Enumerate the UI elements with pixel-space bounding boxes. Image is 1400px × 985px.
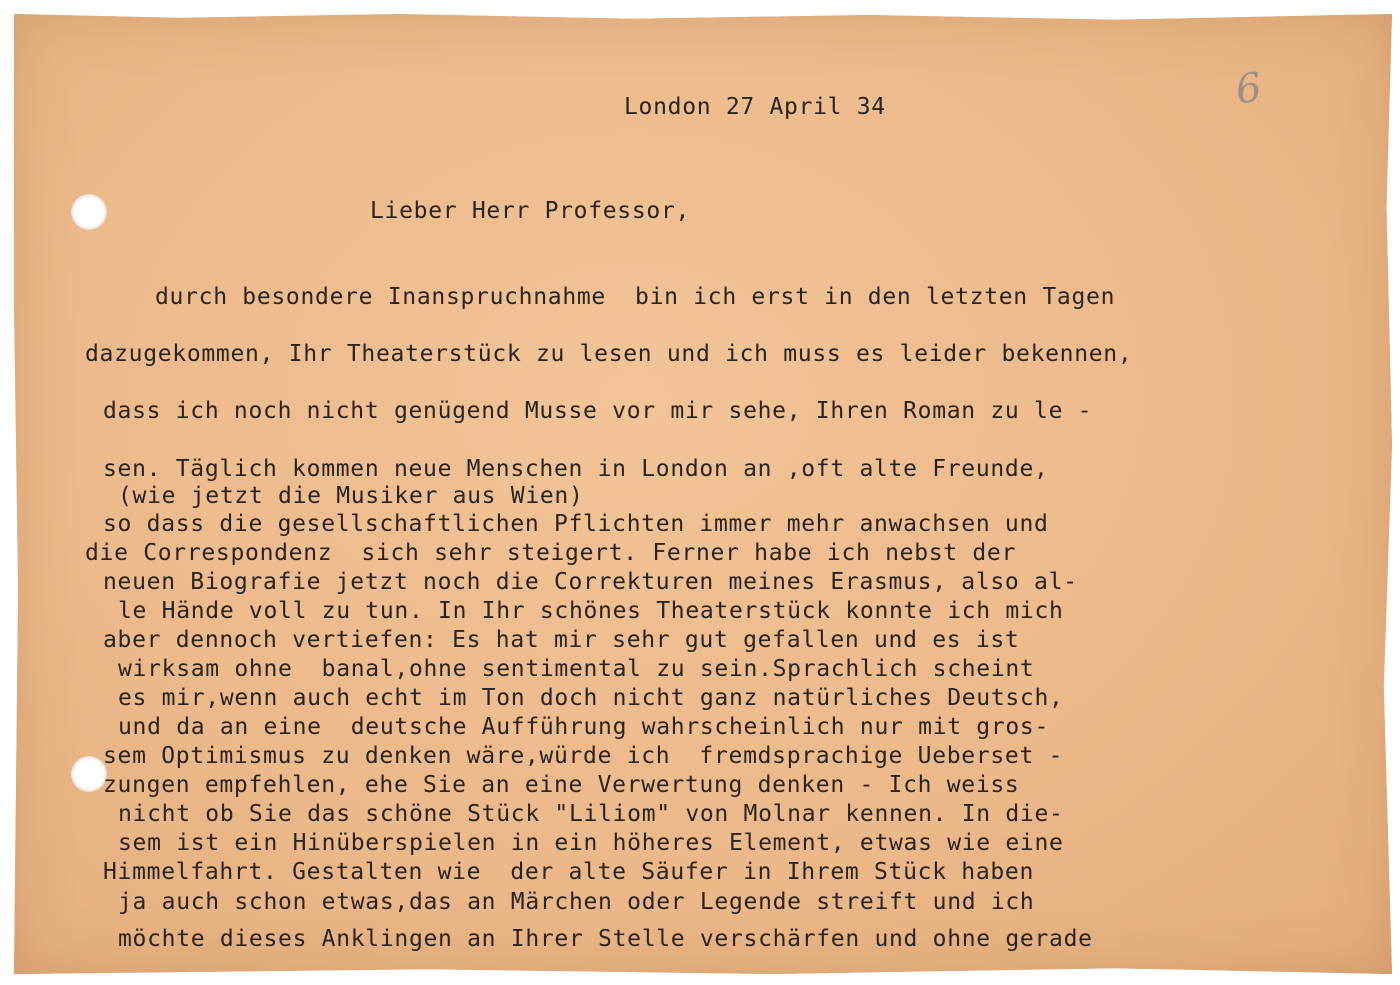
date-line: London 27 April 34: [624, 94, 886, 120]
body-line: möchte dieses Anklingen an Ihrer Stelle verschärfen und ohne gerade: [118, 926, 1093, 952]
body-line: durch besondere Inanspruchnahme bin ich erst in den letzten Tagen: [155, 284, 1116, 310]
body-line: dass ich noch nicht genügend Musse vor mir sehe, Ihren Roman zu le -: [103, 398, 1093, 424]
body-line: wirksam ohne banal,ohne sentimental zu sein.Sprachlich scheint: [118, 656, 1035, 682]
body-line: es mir,wenn auch echt im Ton doch nicht ganz natürliches Deutsch,: [118, 685, 1064, 711]
body-line: so dass die gesellschaftlichen Pflichten immer mehr anwachsen und: [103, 511, 1049, 537]
body-line: neuen Biografie jetzt noch die Correkturen meines Erasmus, also al-: [103, 569, 1078, 595]
punch-hole-top: [71, 194, 107, 230]
body-line: und da an eine deutsche Aufführung wahrscheinlich nur mit gros-: [118, 714, 1050, 740]
body-line: sem Optimismus zu denken wäre,würde ich fremdsprachige Ueberset -: [103, 743, 1064, 769]
body-line: aber dennoch vertiefen: Es hat mir sehr gut gefallen und es ist: [103, 627, 1020, 653]
body-line: zungen empfehlen, ehe Sie an eine Verwertung denken - Ich weiss: [103, 772, 1020, 798]
body-line: ja auch schon etwas,das an Märchen oder Legende streift und ich: [118, 889, 1035, 915]
salutation: Lieber Herr Professor,: [370, 198, 691, 224]
body-line: dazugekommen, Ihr Theaterstück zu lesen und ich muss es leider bekennen,: [85, 341, 1133, 367]
body-line: sem ist ein Hinüberspielen in ein höheres Element, etwas wie eine: [118, 830, 1064, 856]
punch-hole-bottom: [71, 756, 107, 792]
page-number-mark: 6: [1232, 64, 1265, 114]
body-line: le Hände voll zu tun. In Ihr schönes Theaterstück konnte ich mich: [118, 598, 1064, 624]
body-line: (wie jetzt die Musiker aus Wien): [118, 483, 584, 509]
body-line: sen. Täglich kommen neue Menschen in London an ,oft alte Freunde,: [103, 456, 1049, 482]
body-line: nicht ob Sie das schöne Stück "Liliom" von Molnar kennen. In die-: [118, 801, 1064, 827]
body-line: die Correspondenz sich sehr steigert. Ferner habe ich nebst der: [85, 540, 1017, 566]
body-line: Himmelfahrt. Gestalten wie der alte Säufer in Ihrem Stück haben: [103, 859, 1035, 885]
